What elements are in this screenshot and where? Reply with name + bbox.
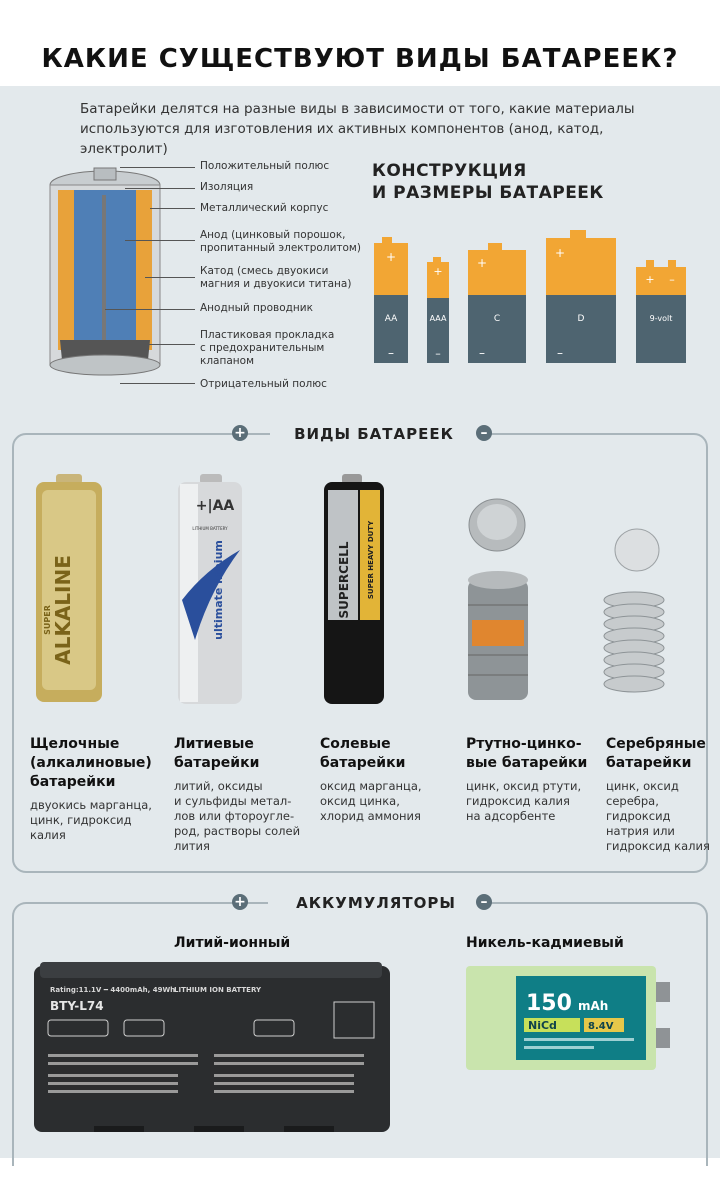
pointer-line [150, 208, 195, 209]
laptop-model-text: BTY-L74 [50, 999, 104, 1013]
plus-sign: + [433, 265, 443, 278]
lithium-brand-text: ultimate lithium [212, 540, 225, 640]
plus-sign: + [385, 250, 397, 264]
nicd-label: Никель-кадмиевый [466, 935, 624, 951]
intro-text [80, 99, 680, 159]
laptop-battery-image [34, 962, 394, 1138]
battery-type-desc: гидроксид [606, 809, 671, 823]
nicd-battery-image [466, 962, 676, 1078]
battery-type-desc: цинк, гидроксид [30, 813, 132, 827]
battery-type-desc: на адсорбенте [466, 809, 556, 823]
battery-type-name: Литиевые [174, 736, 254, 752]
minus-sign: – [557, 346, 563, 360]
nicd-volt-text: 8.4V [588, 1021, 614, 1032]
minus-sign: – [435, 347, 441, 360]
minus-sign: – [479, 346, 485, 360]
battery-sizes-graphic [370, 225, 690, 365]
battery-type-desc: натрия или [606, 824, 675, 838]
label-positive-terminal: Положительный полюс [200, 160, 330, 172]
battery-type-desc: лов или фтороугле- [174, 809, 295, 823]
battery-size-9v [636, 260, 686, 363]
battery-type-desc: серебра, [606, 794, 659, 808]
battery-type-name: батарейки [606, 755, 692, 771]
label-anode-wire: Анодный проводник [200, 302, 313, 314]
battery-size-aa [374, 237, 408, 363]
battery-type-desc: гидроксид калия [466, 794, 570, 808]
battery-type-desc: литий, оксиды [174, 779, 263, 793]
silver-battery-image [604, 529, 664, 692]
battery-type-name: вые батарейки [466, 755, 588, 771]
label-gasket-line-3: клапаном [200, 355, 254, 367]
battery-type-desc: цинк, оксид ртути, [466, 779, 582, 793]
nicd-capacity-text: 150 [526, 991, 572, 1016]
battery-type-silver [606, 735, 716, 854]
battery-type-desc: оксид цинка, [320, 794, 400, 808]
label-cathode-line-2: магния и двуокиси титана) [200, 278, 352, 290]
mercury-battery-image [468, 499, 528, 700]
battery-type-desc: хлорид аммония [320, 809, 421, 823]
construction-heading [372, 160, 604, 204]
pointer-line [130, 344, 195, 345]
battery-type-desc: двуокись марганца, [30, 798, 152, 812]
page-title: КАКИЕ СУЩЕСТВУЮТ ВИДЫ БАТАРЕЕК? [41, 44, 679, 74]
saline-battery-image [324, 474, 384, 704]
saline-brand-text: SUPERCELL [337, 541, 351, 619]
plus-sign: + [645, 273, 655, 286]
label-anode-line-1: Анод (цинковый порошок, [200, 229, 346, 241]
laptop-type-text: LITHIUM ION BATTERY [174, 986, 262, 994]
battery-type-desc: оксид марганца, [320, 779, 422, 793]
battery-type-name: Щелочные [30, 736, 120, 752]
lithium-small-text: LITHIUM BATTERY [192, 526, 228, 531]
nicd-unit-text: mAh [578, 999, 609, 1013]
minus-circle-icon: – [476, 894, 492, 910]
laptop-rating-text: Rating:11.1V ━ 4400mAh, 49Wh [50, 986, 176, 994]
minus-sign: – [388, 346, 394, 360]
li-ion-label: Литий-ионный [174, 935, 291, 951]
label-insulation: Изоляция [200, 181, 254, 193]
battery-type-name: батарейки [320, 755, 406, 771]
battery-type-mercury [466, 735, 602, 824]
size-label-d: D [577, 314, 585, 324]
lithium-size-text: +|AA [195, 498, 235, 514]
label-anode-line-2: пропитанный электролитом) [200, 242, 361, 254]
label-anode [200, 229, 361, 255]
battery-type-name: Серебряные [606, 736, 706, 752]
battery-type-desc: гидроксид калия [606, 839, 710, 853]
intro-line-2: используются для изготовления их активных компонентов (анод, катод, электролит) [80, 121, 604, 157]
battery-type-desc: и сульфиды метал- [174, 794, 292, 808]
battery-type-name: Солевые [320, 736, 391, 752]
battery-size-aaa [427, 257, 449, 363]
pointer-line [145, 277, 195, 278]
battery-type-desc: калия [30, 828, 66, 842]
label-cathode [200, 265, 351, 291]
plus-sign: + [476, 256, 488, 270]
alkaline-super-text: SUPER [43, 605, 52, 635]
size-label-9v: 9-volt [649, 314, 673, 323]
accumulators-section-title: АККУМУЛЯТОРЫ [268, 894, 484, 912]
size-label-aa: AA [384, 314, 398, 324]
intro-line-1: Батарейки делятся на разные виды в зависимости от того, какие материалы [80, 101, 635, 117]
battery-cutaway-diagram [30, 160, 170, 390]
battery-type-lithium [174, 735, 314, 854]
pointer-line [125, 240, 195, 241]
types-section-title: ВИДЫ БАТАРЕЕК [270, 425, 478, 443]
plus-circle-icon: + [232, 894, 248, 910]
size-label-aaa: AAA [429, 314, 447, 323]
label-gasket [200, 329, 334, 368]
battery-type-name: батарейки [174, 755, 260, 771]
label-casing: Металлический корпус [200, 202, 329, 214]
minus-sign: – [669, 273, 675, 286]
nicd-chem-text: NiCd [528, 1019, 557, 1032]
plus-circle-icon: + [232, 425, 248, 441]
battery-types-illustrations [30, 470, 710, 710]
battery-size-d [546, 230, 616, 363]
battery-type-saline [320, 735, 450, 824]
label-negative-terminal: Отрицательный полюс [200, 378, 327, 390]
battery-type-alkaline [30, 735, 170, 843]
saline-sub-text: SUPER HEAVY DUTY [367, 520, 375, 600]
construction-title-line-2: И РАЗМЕРЫ БАТАРЕЕК [372, 183, 604, 203]
battery-type-name: батарейки [30, 774, 116, 790]
plus-sign: + [554, 246, 566, 260]
pointer-line [105, 309, 195, 310]
alkaline-battery-image [36, 474, 102, 702]
pointer-line [120, 167, 195, 168]
battery-type-desc: цинк, оксид [606, 779, 679, 793]
label-gasket-line-2: с предохранительным [200, 342, 325, 354]
construction-title-line-1: КОНСТРУКЦИЯ [372, 161, 527, 181]
battery-size-c [468, 243, 526, 363]
pointer-line [120, 383, 195, 384]
alkaline-brand-text: ALKALINE [51, 555, 75, 665]
lithium-battery-image [178, 474, 242, 704]
pointer-line [125, 188, 195, 189]
minus-circle-icon: – [476, 425, 492, 441]
size-label-c: C [493, 314, 501, 324]
battery-type-name: Ртутно-цинко- [466, 736, 582, 752]
battery-type-desc: лития [174, 839, 210, 853]
label-cathode-line-1: Катод (смесь двуокиси [200, 265, 329, 277]
battery-type-desc: род, растворы солей [174, 824, 301, 838]
battery-type-name: (алкалиновые) [30, 755, 152, 771]
label-gasket-line-1: Пластиковая прокладка [200, 329, 335, 341]
